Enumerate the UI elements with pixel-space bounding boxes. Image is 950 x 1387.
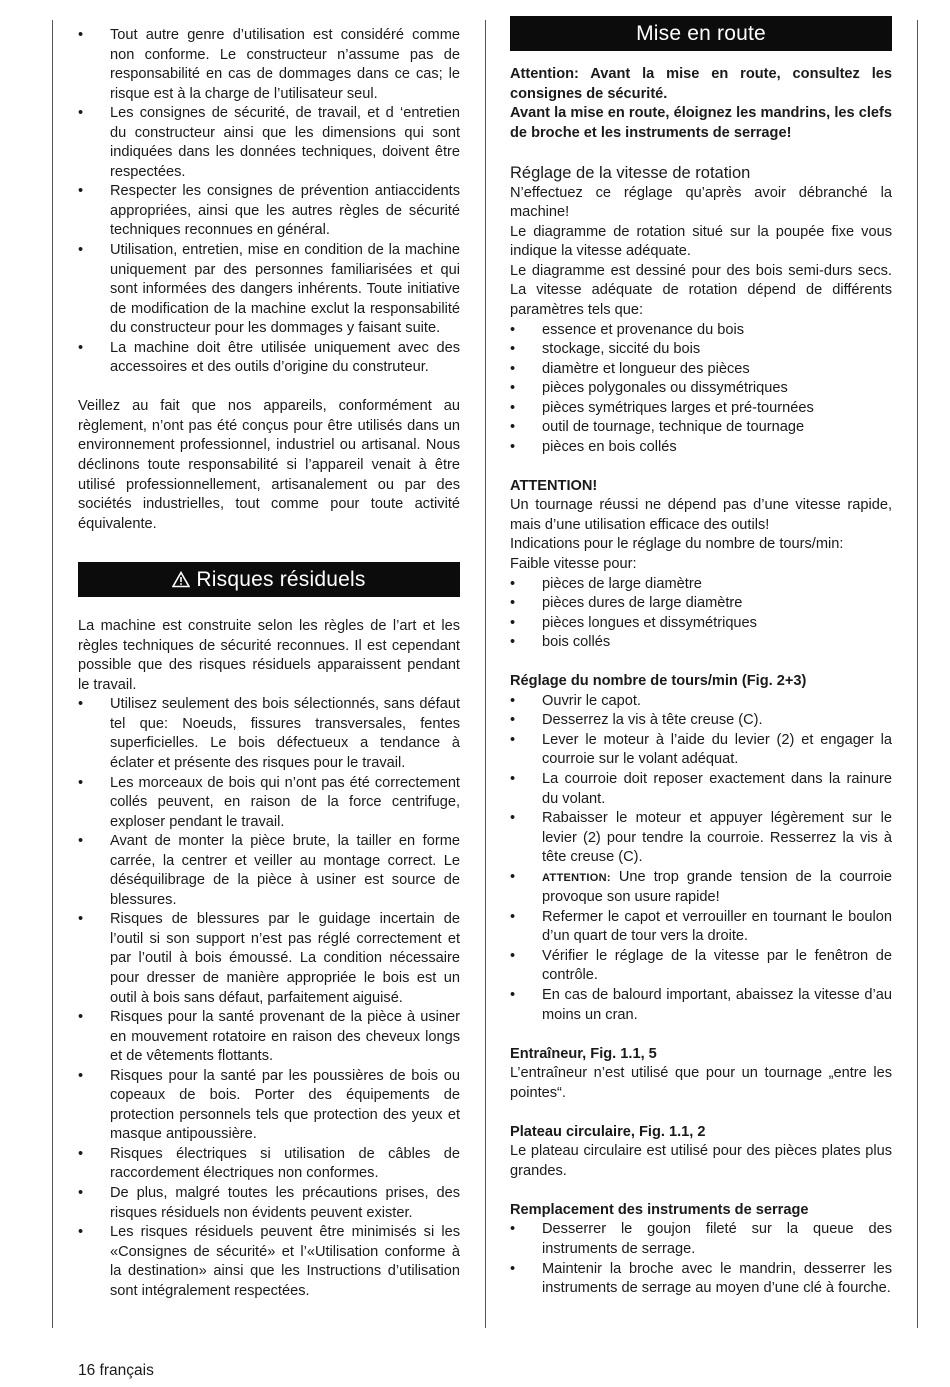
speed-heading: Réglage de la vitesse de rotation	[510, 163, 751, 182]
attention-paragraph-2: Indications pour le réglage du nombre de tours/min:	[510, 536, 844, 553]
list-item: • diamètre et longueur des pièces	[510, 360, 892, 380]
list-item: • Tout autre genre d’utilisation est considéré comme non conforme. Le constructeur n’assume pas de responsabilité en cas de dommages dans ce cas; le risque est à la charge de l’utilisateur seul.	[78, 26, 460, 104]
list-item: • pièces longues et dissymétriques	[510, 614, 892, 634]
attention-remove-tools: Avant la mise en route, éloignez les mandrins, les clefs de broche et les instruments de serrage!	[510, 105, 892, 141]
risks-intro: La machine est construite selon les règles de l’art et les règles techniques de sécurité reconnues. Il est cependant possible que des risques résiduels apparaissent pendant le travail.	[78, 618, 460, 693]
start-banner	[510, 16, 892, 51]
list-item: • Vérifier le réglage de la vitesse par le fenêtron de contrôle.	[510, 947, 892, 986]
list-item: • Rabaisser le moteur et appuyer légèrement sur le levier (2) pour tendre la courroie. Resserrez la vis à tête creuse (C).	[510, 809, 892, 868]
risks-banner	[78, 562, 460, 597]
list-item: • Lever le moteur à l’aide du levier (2) et engager la courroie sur le volant adéquat.	[510, 731, 892, 770]
list-item: • Ouvrir le capot.	[510, 692, 892, 712]
risks-title: Risques résiduels	[196, 568, 366, 592]
speed-paragraph-1: N’effectuez ce réglage qu’après avoir débranché la machine!	[510, 184, 892, 221]
list-item: • La machine doit être utilisée uniquement avec des accessoires et des outils d’origine du construteur.	[78, 339, 460, 378]
driver-heading: Entraîneur, Fig. 1.1, 5	[510, 1045, 657, 1062]
column-rule-right	[917, 20, 918, 1328]
list-item: • Risques pour la santé par les poussières de bois ou copeaux de bois. Porter des équipements de protection personnels tels que protection des yeux et masque antipoussière.	[78, 1067, 460, 1145]
column-rule-middle	[485, 20, 486, 1328]
rpm-attention-text: Une trop grande tension de la courroie provoque son usure rapide!	[542, 868, 892, 906]
list-item: • Les morceaux de bois qui n’ont pas été correctement collés peuvent, en raison de la force centrifuge, exploser pendant le travail.	[78, 774, 460, 833]
list-item: • bois collés	[510, 633, 892, 653]
start-title: Mise en route	[636, 22, 766, 45]
list-item: • stockage, siccité du bois	[510, 340, 892, 360]
plate-heading: Plateau circulaire, Fig. 1.1, 2	[510, 1123, 706, 1140]
right-column	[510, 16, 892, 1299]
rpm-heading: Réglage du nombre de tours/min (Fig. 2+3)	[510, 673, 807, 690]
list-item: • En cas de balourd important, abaissez la vitesse d’au moins un cran.	[510, 986, 892, 1025]
column-rule-left	[52, 20, 53, 1328]
attention-safety: Attention: Avant la mise en route, consultez les consignes de sécurité.	[510, 66, 892, 102]
list-item: • Utilisez seulement des bois sélectionnés, sans défaut tel que: Noeuds, fissures transversales, fentes superficielles. Le bois défectueux a tendance à éclater et présente des risques pour le travail.	[78, 695, 460, 773]
list-item: • Risques pour la santé provenant de la pièce à usiner en mouvement rotatoire en raison des cheveux longs et de vêtements flottants.	[78, 1008, 460, 1067]
list-item: • De plus, malgré toutes les précautions prises, des risques résiduels non évidents peuvent exister.	[78, 1184, 460, 1223]
low-speed-list	[510, 575, 892, 653]
list-item: • Maintenir la broche avec le mandrin, desserrer les instruments de serrage au moyen d’une clé à fourche.	[510, 1260, 892, 1299]
clamp-heading: Remplacement des instruments de serrage	[510, 1201, 809, 1218]
speed-paragraph-3: Le diagramme est dessiné pour des bois semi-durs secs. La vitesse adéquate de rotation dépend de différents paramètres tels que:	[510, 262, 892, 318]
professional-use-note: Veillez au fait que nos appareils, conformément au règlement, n’ont pas été conçus pour être utilisés dans un environnement professionnel, industriel ou artisanal. Nous déclinons toute responsabilité si l’appareil venait à être utilisé professionnellement, artisanalement ou par des sociétés industrielles, tout comme pour toute activité équivalente.	[78, 398, 460, 532]
clamp-steps	[510, 1220, 892, 1298]
intro-bullets	[78, 26, 460, 378]
list-item: • Risques de blessures par le guidage incertain de l’outil si son support n’est pas réglé correctement et par l’outil à bois émoussé. La condition nécessaire pour dresser de manière appropriée le bois est un outil à bois sans défaut, parfaitement aiguisé.	[78, 910, 460, 1008]
list-item: • pièces symétriques larges et pré-tournées	[510, 399, 892, 419]
list-item: • Respecter les consignes de prévention antiaccidents appropriées, ainsi que les autres règles de sécurité techniques reconnues en général.	[78, 182, 460, 241]
list-item: • Utilisation, entretien, mise en condition de la machine uniquement par des personnes familiarisées et qui sont informées des dangers inhérents. Toute initiative de modification de la machine exclut la responsabilité du constructeur pour les dommages y faisant suite.	[78, 241, 460, 339]
left-column	[78, 26, 460, 1301]
list-item: • pièces en bois collés	[510, 438, 892, 458]
list-item: • Desserrez la vis à tête creuse (C).	[510, 711, 892, 731]
list-item: • pièces dures de large diamètre	[510, 594, 892, 614]
list-item: • essence et provenance du bois	[510, 321, 892, 341]
rpm-steps	[510, 692, 892, 1025]
list-item: • outil de tournage, technique de tournage	[510, 418, 892, 438]
attention-paragraph-1: Un tournage réussi ne dépend pas d’une vitesse rapide, mais d’une utilisation efficace des outils!	[510, 497, 892, 533]
list-item: • pièces polygonales ou dissymétriques	[510, 379, 892, 399]
list-item: • Les consignes de sécurité, de travail, et d ‘entretien du constructeur ainsi que les dimensions qui sont indiquées dans les données techniques, doivent être respectées.	[78, 104, 460, 182]
plate-text: Le plateau circulaire est utilisé pour des pièces plates plus grandes.	[510, 1143, 892, 1179]
list-item: • Avant de monter la pièce brute, la tailler en forme carrée, la centrer et veiller au montage correct. Le déséquilibrage de la pièce à usiner est source de blessures.	[78, 832, 460, 910]
warning-icon	[172, 564, 190, 599]
rpm-attention-label: ATTENTION:	[542, 871, 611, 884]
attention-heading: ATTENTION!	[510, 477, 598, 494]
list-item: • Refermer le capot et verrouiller en tournant le boulon d’un quart de tour vers la droite.	[510, 908, 892, 947]
attention-paragraph-3: Faible vitesse pour:	[510, 556, 637, 573]
speed-paragraph-2: Le diagramme de rotation situé sur la poupée fixe vous indique la vitesse adéquate.	[510, 223, 892, 260]
driver-text: L’entraîneur n’est utilisé que pour un tournage „entre les pointes“.	[510, 1065, 892, 1101]
list-item: • La courroie doit reposer exactement dans la rainure du volant.	[510, 770, 892, 809]
list-item: • Les risques résiduels peuvent être minimisés si les «Consignes de sécurité» et l’«Utilisation conforme à la destination» ainsi que les Instructions d’utilisation sont intégralement respectées.	[78, 1223, 460, 1301]
page-footer: 16 français	[78, 1362, 154, 1379]
list-item: • Risques électriques si utilisation de câbles de raccordement électriques non conformes.	[78, 1145, 460, 1184]
speed-parameters	[510, 321, 892, 458]
list-item	[510, 868, 892, 908]
risks-bullets	[78, 695, 460, 1301]
list-item: • Desserrer le goujon fileté sur la queue des instruments de serrage.	[510, 1220, 892, 1259]
list-item: • pièces de large diamètre	[510, 575, 892, 595]
